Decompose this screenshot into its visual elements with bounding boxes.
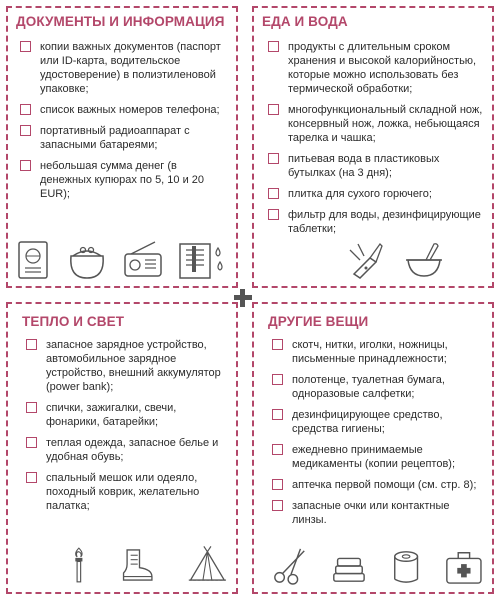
checklist-item: [20, 124, 230, 152]
checkbox[interactable]: [272, 409, 283, 420]
checklist-item-text: плитка для сухого горючего;: [288, 188, 432, 200]
checkbox[interactable]: [20, 41, 31, 52]
checklist-item: [26, 436, 230, 464]
checklist-item: [268, 208, 486, 236]
documents-icons: [16, 238, 228, 280]
checklist-item: [268, 40, 486, 96]
documents-checklist: [20, 40, 230, 208]
checklist-item-text: продукты с длительным сроком хранения и высокой калорийностью, которые можно использовать без термической обработки;: [288, 41, 477, 95]
documents-panel: [6, 6, 238, 288]
warmth-light-icons: [16, 544, 228, 586]
checkbox[interactable]: [272, 339, 283, 350]
food-water-checklist: [268, 40, 486, 243]
checklist-item: [272, 408, 486, 436]
checkbox[interactable]: [272, 374, 283, 385]
toilet-paper-icon: [390, 546, 422, 586]
checkbox[interactable]: [20, 104, 31, 115]
checklist-item: [20, 159, 230, 201]
checkbox[interactable]: [26, 402, 37, 413]
checkbox[interactable]: [268, 188, 279, 199]
checklist-item-text: портативный радиоаппарат с запасными батареями;: [40, 125, 190, 151]
checklist-item: [20, 40, 230, 96]
checklist-item: [26, 471, 230, 513]
mortar-bowl-icon: [404, 240, 444, 280]
food-water-title: ЕДА И ВОДА: [262, 14, 348, 29]
other-things-icons: [262, 544, 484, 586]
coin-purse-icon: [65, 240, 109, 280]
first-aid-kit-icon: [444, 546, 484, 586]
checkbox[interactable]: [268, 41, 279, 52]
checkbox[interactable]: [272, 444, 283, 455]
checkbox[interactable]: [272, 479, 283, 490]
checklist-item: [268, 103, 486, 145]
tent-icon: [187, 544, 228, 586]
towels-icon: [330, 546, 368, 586]
checkbox[interactable]: [272, 500, 283, 511]
torch-icon: [70, 544, 88, 586]
checklist-item-text: спички, зажигалки, свечи, фонарики, батарейки;: [46, 402, 177, 428]
checkbox[interactable]: [268, 153, 279, 164]
boot-icon: [120, 544, 155, 586]
documents-folder-icon: [178, 240, 228, 280]
checkbox[interactable]: [26, 437, 37, 448]
warmth-light-title: ТЕПЛО И СВЕТ: [22, 314, 125, 329]
checklist-item-text: полотенце, туалетная бумага, одноразовые салфетки;: [292, 374, 445, 400]
radio-icon: [121, 240, 165, 280]
checkbox[interactable]: [26, 339, 37, 350]
scissors-icon: [272, 546, 308, 586]
checklist-item-text: ежедневно принимаемые медикаменты (копии рецептов);: [292, 444, 456, 470]
checklist-item-text: питьевая вода в пластиковых бутылках (на 3 дня);: [288, 153, 440, 179]
food-water-icons: [262, 238, 484, 280]
checklist-item-text: фильтр для воды, дезинфицирующие таблетки;: [288, 209, 481, 235]
pocket-knife-icon: [346, 240, 386, 280]
other-things-checklist: [272, 338, 486, 534]
warmth-light-checklist: [26, 338, 230, 520]
checklist-item-text: аптечка первой помощи (см. стр. 8);: [292, 479, 477, 491]
checklist-item: [26, 338, 230, 394]
checklist-item-text: многофункциональный складной нож, консервный нож, ложка, небьющаяся тарелка и чашка;: [288, 104, 483, 144]
checklist-item: [272, 443, 486, 471]
checklist-item-text: запасные очки или контактные линзы.: [292, 500, 450, 526]
other-things-title: ДРУГИЕ ВЕЩИ: [268, 314, 369, 329]
checkbox[interactable]: [26, 472, 37, 483]
warmth-light-panel: [6, 302, 238, 594]
checklist-item-text: копии важных документов (паспорт или ID-карта, водительское удостоверение) в полиэтиленовой упаковке;: [40, 41, 221, 95]
checklist-item-text: скотч, нитки, иголки, ножницы, письменные принадлежности;: [292, 339, 448, 365]
checklist-item-text: спальный мешок или одеяло, походный коврик, желательно палатка;: [46, 472, 200, 512]
checkbox[interactable]: [268, 209, 279, 220]
checkbox[interactable]: [20, 160, 31, 171]
checkbox[interactable]: [268, 104, 279, 115]
checklist-item: [272, 338, 486, 366]
checklist-item: [268, 152, 486, 180]
checkbox[interactable]: [20, 125, 31, 136]
passport-icon: [16, 240, 52, 280]
checklist-item-text: дезинфицирующее средство, средства гигиены;: [292, 409, 443, 435]
checklist-item-text: теплая одежда, запасное белье и удобная обувь;: [46, 437, 219, 463]
checklist-item: [272, 373, 486, 401]
food-water-panel: [252, 6, 494, 288]
checklist-item-text: небольшая сумма денег (в денежных купюрах по 5, 10 и 20 EUR);: [40, 160, 205, 200]
checklist-item-text: список важных номеров телефона;: [40, 104, 220, 116]
checklist-item: [268, 187, 486, 201]
other-things-panel: [252, 302, 494, 594]
checklist-item: [26, 401, 230, 429]
checklist-item-text: запасное зарядное устройство, автомобильное зарядное устройство, внешний аккумулятор (power bank);: [46, 339, 221, 393]
documents-title: ДОКУМЕНТЫ И ИНФОРМАЦИЯ: [16, 14, 225, 29]
checklist-item: [20, 103, 230, 117]
checklist-item: [272, 478, 486, 492]
checklist-item: [272, 499, 486, 527]
